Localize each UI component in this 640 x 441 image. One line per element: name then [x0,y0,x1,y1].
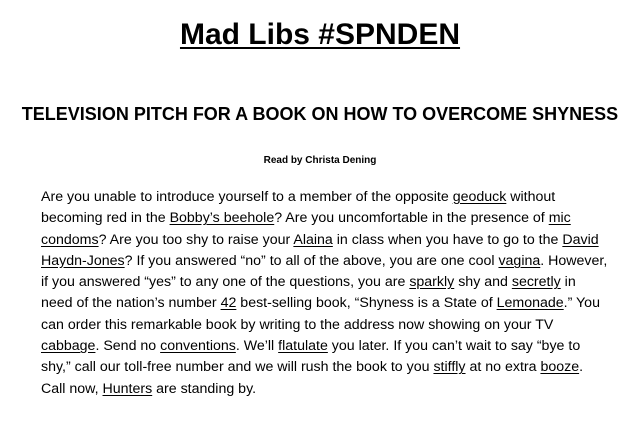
passage-text: .” You can order this remarkable book by writing to the address now showing on your TV [41,295,600,333]
filled-word: mic condoms [41,210,571,248]
passage-text: ? Are you uncomfortable in the presence of [274,210,549,227]
filled-word: vagina [498,252,541,269]
filled-word: 42 [220,295,237,312]
filled-word: booze [540,359,580,376]
passage-text: ? Are you too shy to raise your [98,231,294,248]
filled-word: flatulate [278,338,328,355]
filled-word: secretly [511,274,561,291]
passage-text: in need of the nation’s number [41,274,576,312]
filled-word: Alaina [293,231,333,248]
passage-text: shy and [454,274,512,291]
passage-text: without becoming red in the [41,189,556,227]
story-title: TELEVISION PITCH FOR A BOOK ON HOW TO OVERCOME SHYNESS [21,104,619,124]
page-title-text: Mad Libs #SPNDEN [179,18,461,51]
passage-text: at no extra [465,359,541,376]
byline: Read by Christa Dening [263,155,377,166]
passage-text: . Call now, [41,359,584,397]
story-passage [41,187,611,400]
passage-text: you later. If you can’t wait to say “bye to shy,” call our toll-free number and we will rush the book to you [41,338,581,376]
filled-word: Lemonade [496,295,564,312]
filled-word: Hunters [102,380,153,397]
filled-word: Bobby’s beehole [169,210,275,227]
passage-text: in class when you have to go to the [332,231,563,248]
filled-word: stiffly [433,359,466,376]
passage-text: best-selling book, “Shyness is a State of [236,295,497,312]
passage-text: Are you unable to introduce yourself to a member of the opposite [41,189,453,205]
passage-text: . However, if you answered “yes” to any one of the questions, you are [41,252,608,291]
passage-text: ? If you answered “no” to all of the above, you are one cool [124,252,499,269]
passage-text: . Send no [95,338,161,355]
passage-text: . We’ll [235,338,279,355]
filled-word: David Haydn-Jones [41,231,599,269]
filled-word: sparkly [409,274,455,291]
page-title [0,17,640,53]
filled-word: geoduck [452,189,507,205]
filled-word: conventions [160,338,236,355]
filled-word: cabbage [41,338,96,355]
passage-text: are standing by. [152,380,257,397]
